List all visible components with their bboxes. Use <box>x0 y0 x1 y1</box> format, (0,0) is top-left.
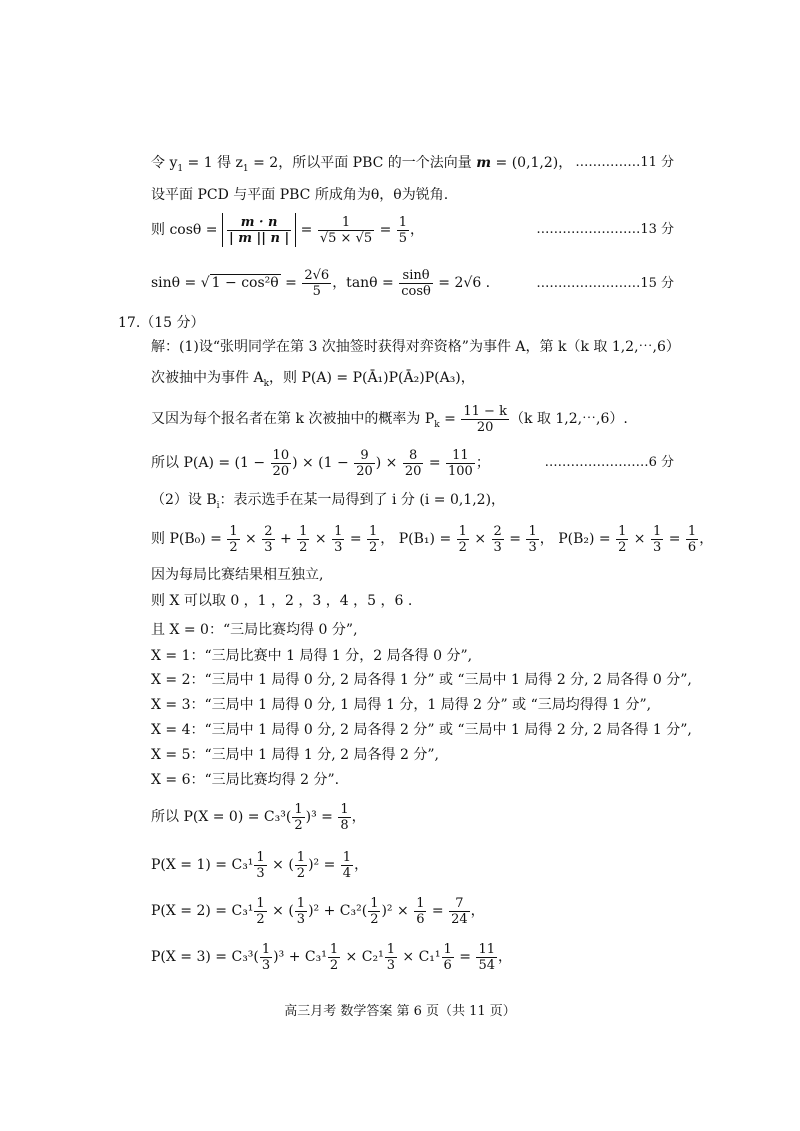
line-sin-tan: sinθ = √ 1 − cos²θ = $\frac{2√6}{5}$ ，tanθ = $\frac{\sin\theta}{\cos\theta}$ = 2√6 . <box>151 267 491 299</box>
sol-line-14: X = 5：“三局中 1 局得 1 分, 2 局各得 2 分”, <box>151 747 439 763</box>
prob-x2: P(X = 2) = C₃¹ $\frac{1}{2}$ × ( $\frac{1}{3}$ )² + C₃²( $\frac{1}{2}$ )² × $\frac{1}{6}$ = $\frac{7}{24}$ ， <box>151 895 485 927</box>
sol-line-8: 则 X 可以取 0 ，1 ，2 ，3 ，4 ，5 ，6 . <box>151 593 413 609</box>
line-cos: 则 cosθ = $\frac{m \cdot n}{| m || n |}$ = $\frac{1}{√5 \times √5}$ = $\frac{1}{5}$ ， <box>151 214 425 246</box>
sol-line-12: X = 3：“三局中 1 局得 0 分, 1 局得 1 分，1 局得 2 分” 或 “三局均得得 1 分”, <box>151 697 652 713</box>
prob-x1: P(X = 1) = C₃¹ $\frac{1}{3}$ × ( $\frac{1}{2}$ )² = $\frac{1}{4}$ ， <box>151 849 369 881</box>
sol-line-4: 所以 P(A) = (1 − $\frac{10}{20}$ ) × (1 − $\frac{9}{20}$ ) × $\frac{8}{20}$ = $\frac{11}{100}$ ； <box>151 447 490 479</box>
line-angle-def: 设平面 PCD 与平面 PBC 所成角为θ，θ为锐角. <box>151 187 449 203</box>
prob-x0: 所以 P(X = 0) = C₃³( $\frac{1}{2}$ )³ = $\frac{1}{8}$ ， <box>151 801 366 833</box>
score-15: ……………………15 分 <box>536 276 674 291</box>
page-footer: 高三月考 数学答案 第 6 页（共 11 页） <box>284 1004 516 1019</box>
sol-line-2: 次被抽中为事件 $A_k$，则 P(A) = P(Ā₁)P(Ā₂)P(A₃)， <box>151 370 475 389</box>
line-normal-vector: 令 $y_1 = 1$ 得 $z_1 = 2$，所以平面 PBC 的一个法向量 m = (0,1,2)， <box>151 155 573 174</box>
sol-line-9: 且 X = 0：“三局比赛均得 0 分”, <box>151 622 358 638</box>
prob-x3: P(X = 3) = C₃³( $\frac{1}{3}$ )³ + C₃¹ $\frac{1}{2}$ × C₂¹ $\frac{1}{3}$ × C₁¹ $\frac{1}{6}$ = $\frac{11}{54}$ ， <box>151 941 513 973</box>
sol-line-3: 又因为每个报名者在第 k 次被抽中的概率为 $P_k$ = $\frac{11 - k}{20}$ （k 取 1,2,⋯,6）. <box>151 403 628 435</box>
sol-line-1: 解：(1)设“张明同学在第 3 次抽签时获得对弈资格”为事件 A，第 k（k 取 1,2,⋯,6） <box>151 339 680 355</box>
score-11: ……………11 分 <box>575 155 674 170</box>
question-17-heading: 17.（15 分） <box>118 315 205 331</box>
score-13: ……………………13 分 <box>536 222 674 237</box>
sol-line-5: （2）设 $B_i$：表示选手在某一局得到了 i 分 (i = 0,1,2)， <box>151 492 506 511</box>
sol-line-6: 则 P(B₀) = $\frac{1}{2}$ × $\frac{2}{3}$ + $\frac{1}{2}$ × $\frac{1}{3}$ = $\frac{1}{2}$ ， P(B₁) = $\frac{1}{2}$ × $\frac{2}{3}$ = $\frac{1}{3}$ ， P(B₂) = $\frac{1}{2}$ × $\frac{1}{3}$ = $\frac{1}{6}$ ， <box>151 523 714 555</box>
sol-line-7: 因为每局比赛结果相互独立, <box>151 567 324 583</box>
sol-line-15: X = 6：“三局比赛均得 2 分”. <box>151 772 340 788</box>
sol-line-10: X = 1：“三局比赛中 1 局得 1 分，2 局各得 0 分”, <box>151 648 473 664</box>
sol-line-11: X = 2：“三局中 1 局得 0 分, 2 局各得 1 分” 或 “三局中 1 局得 2 分, 2 局各得 0 分”, <box>151 672 692 688</box>
score-6: ……………………6 分 <box>544 455 674 470</box>
sol-line-13: X = 4：“三局中 1 局得 0 分, 2 局各得 2 分” 或 “三局中 1 局得 2 分, 2 局各得 1 分”, <box>151 722 692 738</box>
